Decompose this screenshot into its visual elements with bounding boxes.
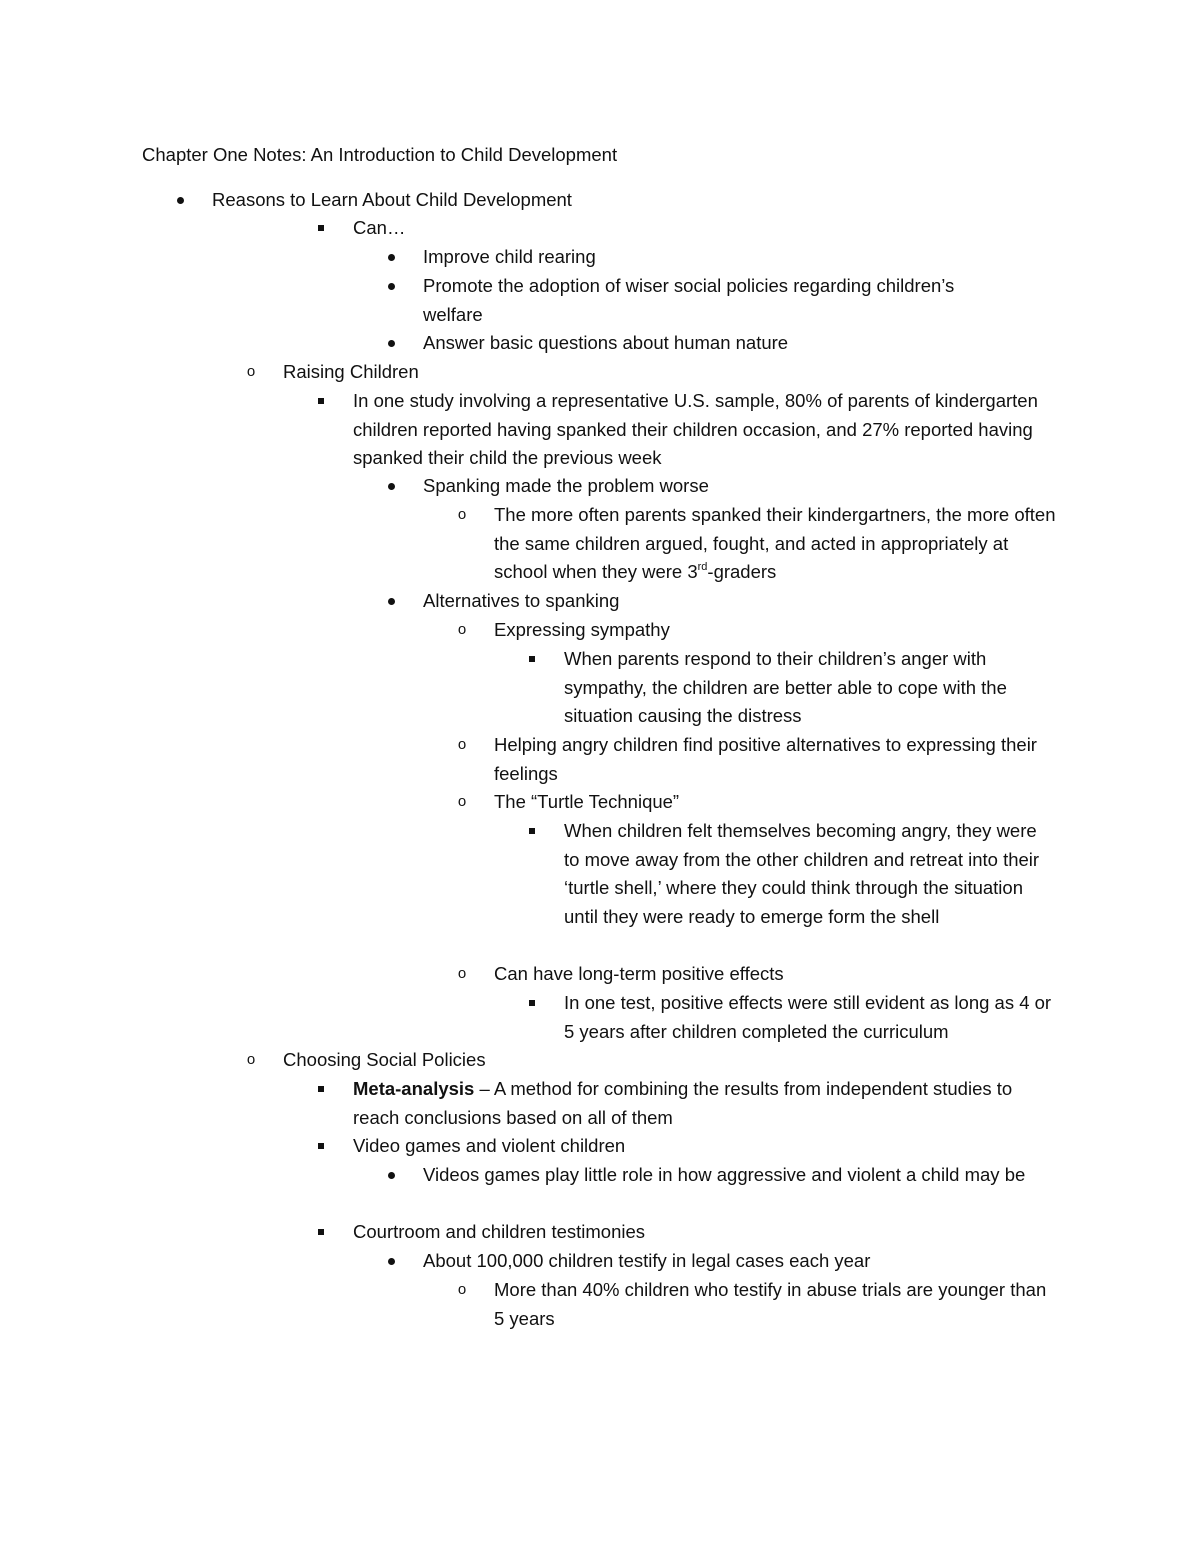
- list-item: In one test, positive effects were still evident as long as 4 or 5 years after children completed the curriculum: [524, 989, 1064, 1046]
- square-bullet-icon: [524, 645, 540, 674]
- square-bullet-icon: [524, 989, 540, 1018]
- list-item: Courtroom and children testimonies: [313, 1218, 1053, 1247]
- square-bullet-icon: [313, 1218, 329, 1247]
- circle-bullet-icon: o: [457, 1281, 467, 1298]
- circle-bullet-icon: o: [457, 621, 467, 638]
- list-item: Videos games play little role in how aggressive and violent a child may be: [383, 1161, 1053, 1190]
- list-item: Answer basic questions about human nature: [383, 329, 1043, 358]
- bullet-icon: [383, 272, 399, 301]
- bullet-icon: [172, 186, 188, 215]
- list-item: o Raising Children: [243, 358, 1043, 387]
- term-meta-analysis: Meta-analysis: [353, 1078, 475, 1099]
- square-bullet-icon: [524, 817, 540, 846]
- list-item: o Expressing sympathy: [454, 616, 1054, 645]
- list-item: About 100,000 children testify in legal cases each year: [383, 1247, 1053, 1276]
- list-item: Spanking made the problem worse: [383, 472, 1043, 501]
- list-item: Alternatives to spanking: [383, 587, 1043, 616]
- circle-bullet-icon: o: [457, 965, 467, 982]
- square-bullet-icon: [313, 1075, 329, 1104]
- bullet-icon: [383, 472, 399, 501]
- bullet-icon: [383, 243, 399, 272]
- circle-bullet-icon: o: [457, 793, 467, 810]
- list-item: o Choosing Social Policies: [243, 1046, 1043, 1075]
- list-item: o Helping angry children find positive alternatives to expressing their feelings: [454, 731, 1054, 788]
- list-item: Reasons to Learn About Child Development: [172, 186, 1072, 215]
- list-item: o More than 40% children who testify in abuse trials are younger than 5 years: [454, 1276, 1064, 1333]
- list-item: Meta-analysis – A method for combining the results from independent studies to reach conclusions based on all of them: [313, 1075, 1073, 1132]
- list-item: Can…: [313, 214, 1053, 243]
- bullet-icon: [383, 1247, 399, 1276]
- list-item: Promote the adoption of wiser social policies regarding children’s welfare: [383, 272, 1043, 329]
- bullet-icon: [383, 587, 399, 616]
- bullet-icon: [383, 329, 399, 358]
- list-item: o The “Turtle Technique”: [454, 788, 1054, 817]
- square-bullet-icon: [313, 387, 329, 416]
- circle-bullet-icon: o: [246, 363, 256, 380]
- square-bullet-icon: [313, 1132, 329, 1161]
- circle-bullet-icon: o: [246, 1051, 256, 1068]
- list-item: Improve child rearing: [383, 243, 1043, 272]
- list-item: When parents respond to their children’s anger with sympathy, the children are better able to cope with the situation causing the distress: [524, 645, 1064, 731]
- list-item: When children felt themselves becoming angry, they were to move away from the other children and retreat into their ‘turtle shell,’ where they could think through the situation until they were ready to emerge form the shell: [524, 817, 1064, 931]
- page-title: Chapter One Notes: An Introduction to Child Development: [142, 144, 618, 165]
- square-bullet-icon: [313, 214, 329, 243]
- list-item: In one study involving a representative U.S. sample, 80% of parents of kindergarten children reported having spanked their children occasion, and 27% reported having spanked their child the previous week: [313, 387, 1073, 473]
- list-item: o The more often parents spanked their kindergartners, the more often the same children argued, fought, and acted in appropriately at school when they were 3rd-graders: [454, 501, 1074, 587]
- list-item: o Can have long-term positive effects: [454, 960, 1054, 989]
- bullet-icon: [383, 1161, 399, 1190]
- list-item: Video games and violent children: [313, 1132, 1053, 1161]
- circle-bullet-icon: o: [457, 506, 467, 523]
- circle-bullet-icon: o: [457, 736, 467, 753]
